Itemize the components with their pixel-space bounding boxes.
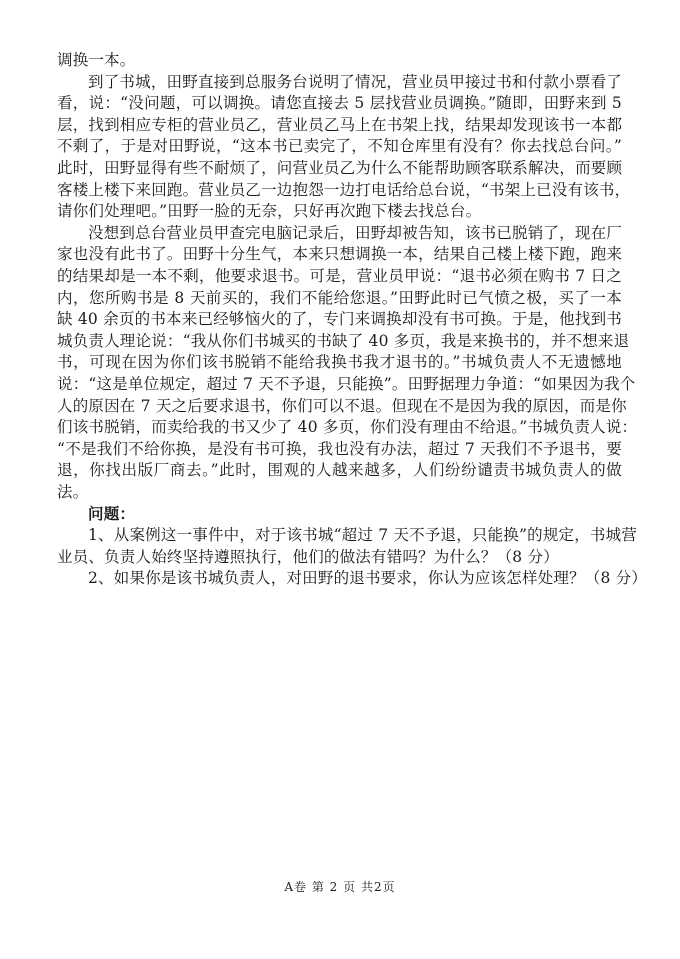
text-line: 客楼上楼下来回跑。营业员乙一边抱怨一边打电话给总台说，“书架上已没有该书，	[57, 180, 631, 199]
text-line: 说：“这是单位规定，超过 7 天不予退，只能换”。田野据理力争道：“如果因为我个	[57, 374, 636, 393]
text-line: 到了书城，田野直接到总服务台说明了情况，营业员甲接过书和付款小票看了	[88, 72, 622, 91]
text-line: “不是我们不给你换，是没有书可换，我也没有办法，超过 7 天我们不予退书，要	[57, 439, 622, 458]
text-line: 层，找到相应专柜的营业员乙，营业员乙马上在书架上找，结果却发现该书一本都	[57, 115, 623, 134]
questions-heading: 问题：	[88, 504, 136, 524]
text-line: 们该书脱销，而卖给我的书又少了 40 多页，你们没有理由不给退。”书城负责人说：	[57, 418, 638, 437]
text-line: 没想到总台营业员甲查完电脑记录后，田野却被告知，该书已脱销了，现在厂	[88, 223, 622, 242]
document-page	[57, 50, 648, 590]
text-line: 不剩了，于是对田野说，“这本书已卖完了，不知仓库里有没有？你去找总台问。”	[57, 137, 622, 156]
question-1-line: 1、从案例这一事件中，对于该书城“超过 7 天不予退，只能换”的规定，书城营	[88, 526, 638, 545]
text-line: 城负责人理论说：“我从你们书城买的书缺了 40 多页，我是来换书的，并不想来退	[57, 331, 630, 350]
text-line: 家也没有此书了。田野十分生气，本来只想调换一本，结果自己楼上楼下跑，跑来	[57, 245, 623, 264]
text-line: 退，你找出版厂商去。”此时，围观的人越来越多，人们纷纷谴责书城负责人的做	[57, 461, 622, 480]
text-line: 请你们处理吧。”田野一脸的无奈，只好再次跑下楼去找总台。	[57, 202, 482, 221]
question-2-line: 2、如果你是该书城负责人，对田野的退书要求，你认为应该怎样处理？（8 分）	[88, 569, 648, 588]
text-line: 看，说：“没问题，可以调换。请您直接去 5 层找营业员调换。”随即，田野来到 5	[57, 94, 622, 113]
text-line: 内，您所购书是 8 天前买的，我们不能给您退。”田野此时已气愤之极，买了一本	[57, 288, 622, 307]
page-footer: A卷 第 2 页 共2页	[284, 880, 396, 894]
text-line: 缺 40 余页的书本来已经够恼火的了，专门来调换却没有书可换。于是，他找到书	[57, 310, 622, 329]
text-line: 调换一本。	[57, 51, 136, 69]
text-line: 书，可现在因为你们该书脱销不能给我换书我才退书的。”书城负责人不无遗憾地	[57, 353, 622, 372]
question-1-line: 业员、负责人始终坚持遵照执行，他们的做法有错吗？为什么？（8 分）	[57, 547, 559, 566]
text-line: 此时，田野显得有些不耐烦了，问营业员乙为什么不能帮助顾客联系解决，而要顾	[57, 158, 623, 177]
text-line: 法。	[57, 482, 89, 501]
text-line: 的结果却是一本不剩，他要求退书。可是，营业员甲说：“退书必须在购书 7 日之	[57, 266, 622, 285]
text-line: 人的原因在 7 天之后要求退书，你们可以不退。但现在不是因为我的原因，而是你	[57, 396, 627, 415]
